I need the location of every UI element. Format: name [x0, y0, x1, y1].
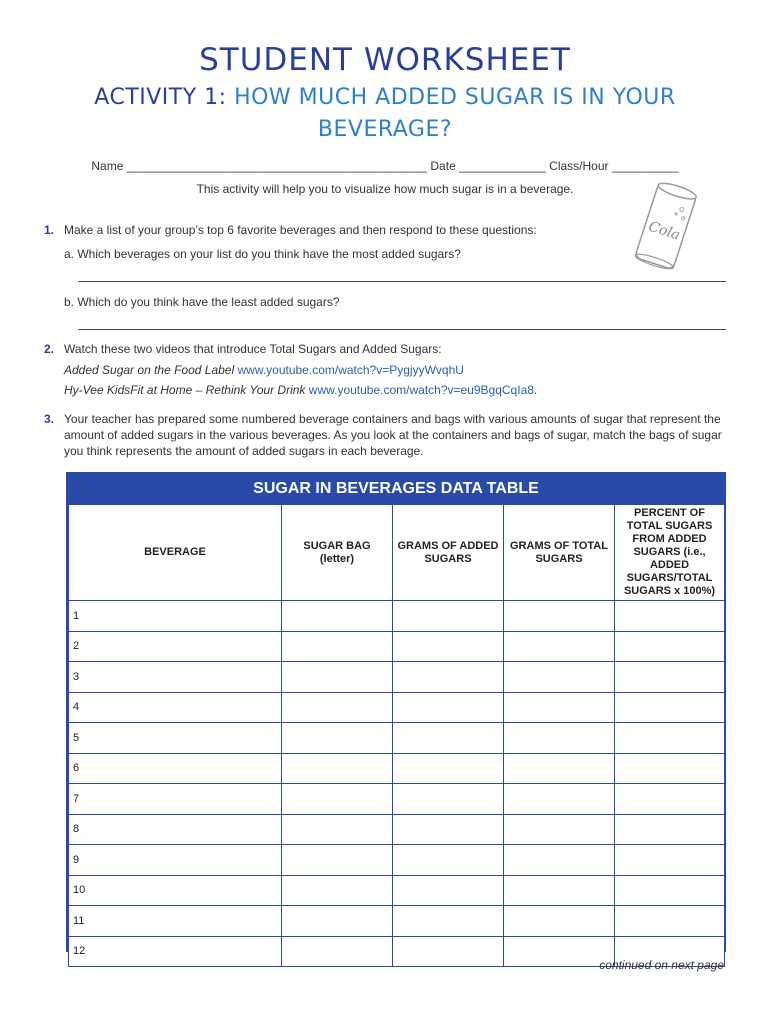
question-3: [44, 411, 726, 459]
sugar-bag-cell[interactable]: [282, 814, 393, 845]
grams-total-cell[interactable]: [504, 936, 615, 967]
question-3-text: Your teacher has prepared some numbered beverage containers and bags with various amounts of sugar that represent the amount of added sugars in the various beverages. As you look at the containers and bags of sugar, match the bags of sugar you think represents the amount of added sugars in each beverage.: [64, 412, 722, 458]
worksheet-title: STUDENT WORKSHEET: [199, 42, 571, 78]
grams-added-cell[interactable]: [393, 723, 504, 754]
grams-added-cell[interactable]: [393, 906, 504, 937]
percent-cell[interactable]: [615, 784, 725, 815]
continued-note: continued on next page: [599, 958, 724, 972]
header-grams-total: GRAMS OF TOTAL SUGARS: [504, 505, 615, 601]
table-row: [69, 906, 725, 937]
grams-added-cell[interactable]: [393, 936, 504, 967]
sugar-bag-cell[interactable]: [282, 662, 393, 693]
grams-total-cell[interactable]: [504, 875, 615, 906]
grams-added-cell[interactable]: [393, 784, 504, 815]
sugar-bag-cell[interactable]: [282, 906, 393, 937]
sugar-bag-cell[interactable]: [282, 845, 393, 876]
table-header-row: [69, 505, 725, 601]
table-row: [69, 753, 725, 784]
percent-cell[interactable]: [615, 814, 725, 845]
grams-total-cell[interactable]: [504, 845, 615, 876]
sugar-bag-cell[interactable]: [282, 875, 393, 906]
row-number[interactable]: 6: [69, 753, 282, 784]
percent-cell[interactable]: [615, 631, 725, 662]
table-row: [69, 631, 725, 662]
question-1: [44, 222, 726, 330]
answer-line-1b[interactable]: [78, 316, 726, 330]
header-beverage: BEVERAGE: [69, 505, 282, 601]
grams-total-cell[interactable]: [504, 601, 615, 632]
table-row: [69, 723, 725, 754]
row-number[interactable]: 9: [69, 845, 282, 876]
sugar-bag-cell[interactable]: [282, 723, 393, 754]
row-number[interactable]: 12: [69, 936, 282, 967]
percent-cell[interactable]: [615, 753, 725, 784]
activity-heading: [40, 82, 730, 146]
percent-cell[interactable]: [615, 845, 725, 876]
grams-added-cell[interactable]: [393, 753, 504, 784]
percent-cell[interactable]: [615, 906, 725, 937]
grams-total-cell[interactable]: [504, 723, 615, 754]
question-1a-text: a. Which beverages on your list do you think have the most added sugars?: [64, 247, 461, 261]
can-label: Cola: [646, 218, 682, 244]
row-number[interactable]: 11: [69, 906, 282, 937]
table-row: [69, 692, 725, 723]
header-percent: PERCENT OF TOTAL SUGARS FROM ADDED SUGARS (i.e., ADDED SUGARS/TOTAL SUGARS x 100%): [615, 505, 725, 601]
intro-text: This activity will help you to visualize how much sugar is in a beverage.: [196, 182, 574, 196]
sugar-bag-cell[interactable]: [282, 692, 393, 723]
grams-added-cell[interactable]: [393, 845, 504, 876]
percent-cell[interactable]: [615, 601, 725, 632]
table-title: SUGAR IN BEVERAGES DATA TABLE: [253, 480, 539, 497]
answer-line-1a[interactable]: [78, 268, 726, 282]
sugar-bag-cell[interactable]: [282, 601, 393, 632]
question-2-number: 2.: [44, 342, 55, 356]
sugar-data-table: [66, 472, 726, 958]
grams-added-cell[interactable]: [393, 692, 504, 723]
question-1b-text: b. Which do you think have the least added sugars?: [64, 295, 340, 309]
question-2-text: Watch these two videos that introduce Total Sugars and Added Sugars:: [64, 342, 442, 356]
grams-total-cell[interactable]: [504, 906, 615, 937]
video-1-line: [64, 360, 726, 381]
sugar-bag-cell[interactable]: [282, 753, 393, 784]
row-number[interactable]: 2: [69, 631, 282, 662]
question-3-number: 3.: [44, 412, 55, 426]
row-number[interactable]: 10: [69, 875, 282, 906]
table-row: [69, 662, 725, 693]
table-row: [69, 814, 725, 845]
row-number[interactable]: 8: [69, 814, 282, 845]
grams-total-cell[interactable]: [504, 784, 615, 815]
table-row: [69, 845, 725, 876]
grams-total-cell[interactable]: [504, 662, 615, 693]
sugar-bag-cell[interactable]: [282, 784, 393, 815]
question-1-number: 1.: [44, 223, 55, 237]
video-2-line: [64, 380, 726, 401]
video-2-period: .: [533, 383, 538, 397]
grams-added-cell[interactable]: [393, 631, 504, 662]
percent-cell[interactable]: [615, 662, 725, 693]
row-number[interactable]: 4: [69, 692, 282, 723]
table-row: [69, 601, 725, 632]
row-number[interactable]: 5: [69, 723, 282, 754]
grams-total-cell[interactable]: [504, 753, 615, 784]
question-1-text: Make a list of your group’s top 6 favorite beverages and then respond to these questions:: [64, 223, 537, 237]
table-row: [69, 875, 725, 906]
video-2-title: Hy-Vee KidsFit at Home – Rethink Your Drink: [64, 383, 306, 397]
data-table-grid: [68, 504, 725, 967]
grams-total-cell[interactable]: [504, 631, 615, 662]
row-number[interactable]: 1: [69, 601, 282, 632]
grams-added-cell[interactable]: [393, 875, 504, 906]
grams-added-cell[interactable]: [393, 814, 504, 845]
percent-cell[interactable]: [615, 723, 725, 754]
video-1-link[interactable]: www.youtube.com/watch?v=PygjyyWvqhU: [237, 362, 464, 377]
sugar-bag-cell[interactable]: [282, 631, 393, 662]
question-2: [44, 339, 726, 401]
percent-cell[interactable]: [615, 875, 725, 906]
header-grams-added: GRAMS OF ADDED SUGARS: [393, 505, 504, 601]
row-number[interactable]: 3: [69, 662, 282, 693]
sugar-bag-cell[interactable]: [282, 936, 393, 967]
activity-question: HOW MUCH ADDED SUGAR IS IN YOUR BEVERAGE?: [234, 85, 676, 142]
row-number[interactable]: 7: [69, 784, 282, 815]
percent-cell[interactable]: [615, 692, 725, 723]
table-row: [69, 784, 725, 815]
grams-added-cell[interactable]: [393, 662, 504, 693]
header-sugar-bag: SUGAR BAG (letter): [282, 505, 393, 601]
grams-total-cell[interactable]: [504, 692, 615, 723]
grams-added-cell[interactable]: [393, 601, 504, 632]
name-date-class-line: Name _____________________________________________ Date _____________ Class/Hour __________: [91, 159, 679, 173]
activity-label: ACTIVITY 1:: [94, 85, 235, 110]
video-2-link[interactable]: www.youtube.com/watch?v=eu9BgqCqIa8: [308, 383, 534, 397]
video-1-title: Added Sugar on the Food Label: [64, 362, 235, 377]
grams-total-cell[interactable]: [504, 814, 615, 845]
